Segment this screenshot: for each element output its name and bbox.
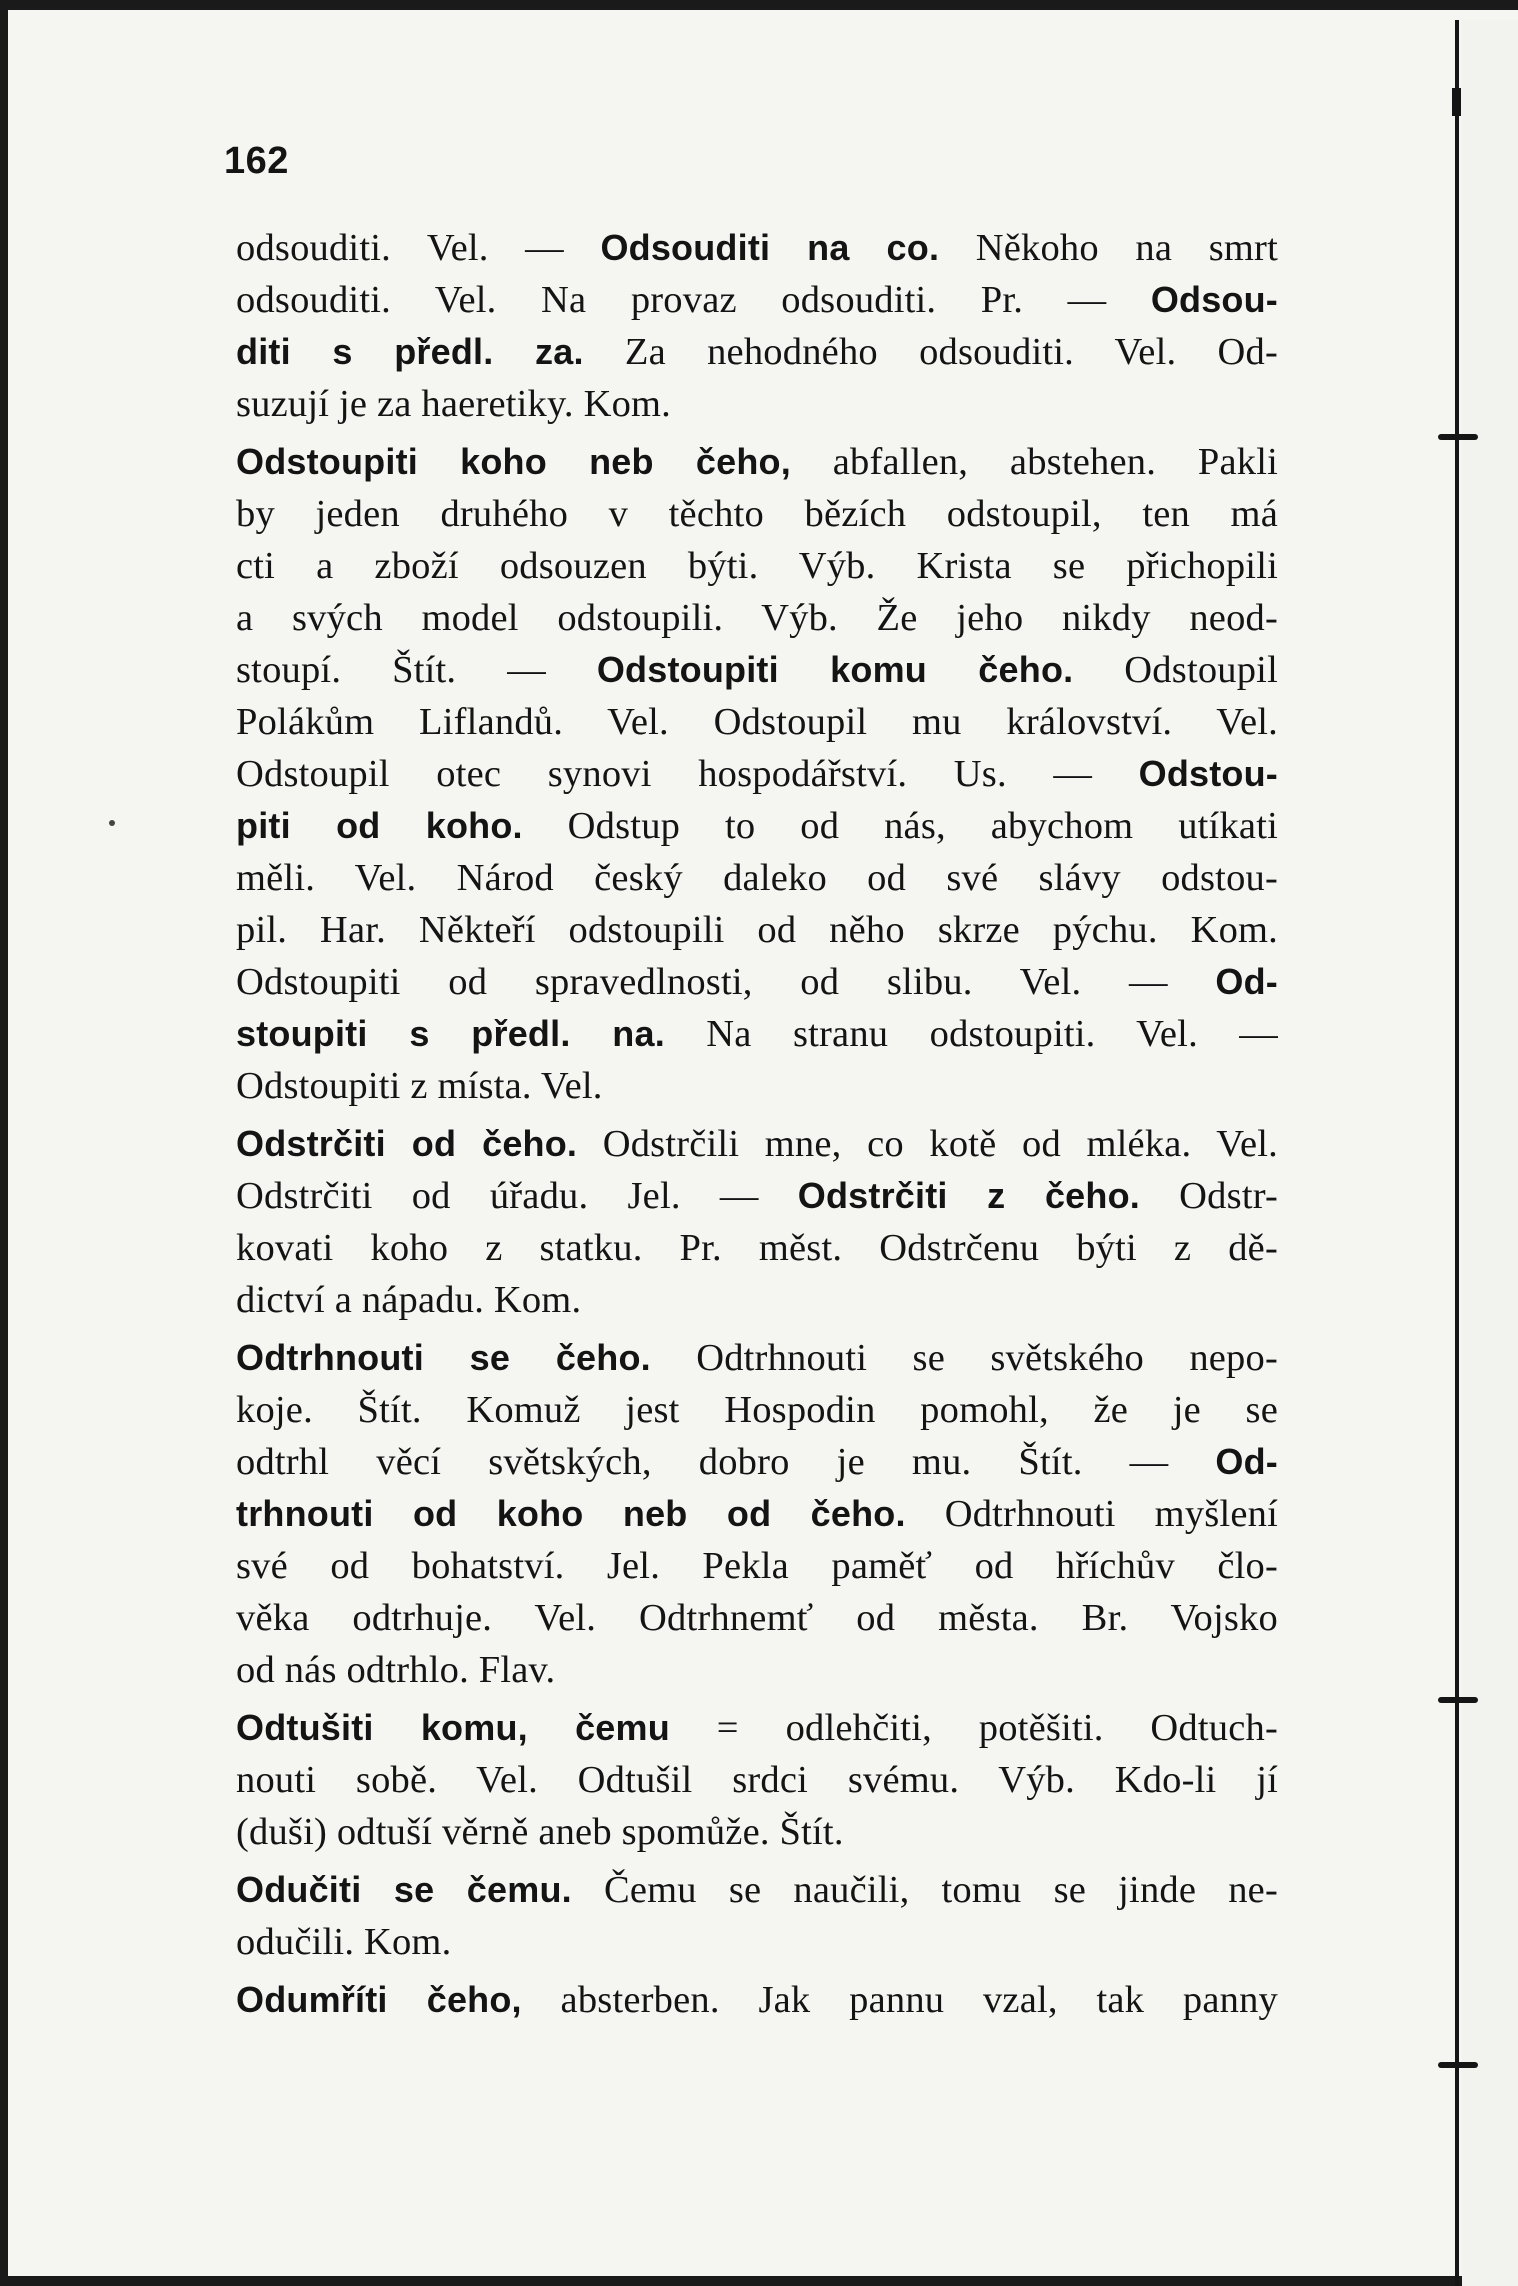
body-text: Odstoupil otec synovi hospodářství. Us. — (236, 753, 1139, 795)
body-text: Čemu se naučili, tomu se jinde ne- (571, 1869, 1278, 1911)
body-text: věka odtrhuje. Vel. Odtrhnemť od města. Br. Vojsko (236, 1597, 1278, 1639)
text-line (236, 748, 1278, 800)
body-text: Za nehodného odsouditi. Vel. Od- (583, 331, 1278, 373)
page-number: 162 (224, 140, 289, 182)
body-text: koje. Štít. Komuž jest Hospodin pomohl, že je se (236, 1389, 1278, 1431)
text-line (236, 1754, 1278, 1806)
text-line (236, 1274, 1278, 1326)
text-line (236, 378, 1278, 430)
binding-mark (1438, 434, 1478, 440)
dictionary-entry (236, 1332, 1278, 1696)
body-text: Odstoupiti od spravedlnosti, od slibu. Vel. — (236, 961, 1216, 1003)
binding-rule (1455, 20, 1459, 2286)
text-line (236, 1540, 1278, 1592)
headword: Odtušiti komu, čemu (236, 1707, 670, 1748)
dictionary-entry (236, 1974, 1278, 2026)
dictionary-entry (236, 1118, 1278, 1326)
dictionary-entry (236, 436, 1278, 1112)
body-text: Odstoupiti z místa. Vel. (236, 1065, 603, 1107)
body-text: absterben. Jak pannu vzal, tak panny (521, 1979, 1278, 2021)
text-line (236, 540, 1278, 592)
headword: Odstoupiti koho neb čeho, (236, 441, 791, 482)
body-text: odtrhl věcí světských, dobro je mu. Štít. — (236, 1441, 1216, 1483)
dictionary-entry (236, 222, 1278, 430)
text-line (236, 1702, 1278, 1754)
adjacent-page-edge (1462, 20, 1518, 2286)
body-text: odsouditi. Vel. — (236, 227, 601, 269)
scan-border-bottom (0, 2276, 1518, 2286)
body-text: kovati koho z statku. Pr. měst. Odstrčenu býti z dě- (236, 1227, 1278, 1269)
body-text: Odstoupil (1073, 649, 1278, 691)
text-line (236, 1592, 1278, 1644)
text-line (236, 1118, 1278, 1170)
body-text: měli. Vel. Národ český daleko od své slávy odstou- (236, 857, 1278, 899)
text-line (236, 488, 1278, 540)
binding-mark (1438, 1697, 1478, 1703)
dictionary-entry (236, 1702, 1278, 1858)
body-text: nouti sobě. Vel. Odtušil srdci svému. Výb. Kdo-li jí (236, 1759, 1278, 1801)
headword: diti s předl. za. (236, 331, 584, 372)
text-line (236, 1806, 1278, 1858)
headword: Odstrčiti z čeho. (797, 1175, 1140, 1216)
headword: Odsouditi na co. (600, 227, 940, 268)
headword: Odstrčiti od čeho. (236, 1123, 578, 1164)
text-line (236, 644, 1278, 696)
body-text: Odtrhnouti myšlení (905, 1493, 1278, 1535)
headword: Odstoupiti komu čeho. (596, 649, 1074, 690)
binding-mark (1438, 2062, 1478, 2068)
text-line (236, 1864, 1278, 1916)
headword: Odumříti čeho, (236, 1979, 522, 2020)
text-line (236, 1916, 1278, 1968)
body-text: suzují je za haeretiky. Kom. (236, 383, 672, 425)
headword: Odučiti se čemu. (236, 1869, 572, 1910)
text-line (236, 1644, 1278, 1696)
text-line (236, 1170, 1278, 1222)
body-text: Na stranu odstoupiti. Vel. — (664, 1013, 1278, 1055)
headword: Od- (1215, 961, 1278, 1002)
scan-speck (109, 820, 115, 826)
headword: Od- (1215, 1441, 1278, 1482)
body-text: Odstrčiti od úřadu. Jel. — (236, 1175, 798, 1217)
body-text: (duši) odtuší věrně aneb spomůže. Štít. (236, 1811, 844, 1853)
text-line (236, 1060, 1278, 1112)
text-line (236, 592, 1278, 644)
body-text: své od bohatství. Jel. Pekla paměť od hříchův člo- (236, 1545, 1278, 1587)
body-text: Odtrhnouti se světského nepo- (650, 1337, 1278, 1379)
body-text: od nás odtrhlo. Flav. (236, 1649, 556, 1691)
body-text: Odstup to od nás, abychom utíkati (522, 805, 1278, 847)
text-line (236, 956, 1278, 1008)
body-text: Odstrčili mne, co kotě od mléka. Vel. (577, 1123, 1278, 1165)
scan-border-left (0, 0, 8, 2286)
body-text: = odlehčiti, potěšiti. Odtuch- (669, 1707, 1278, 1749)
text-line (236, 800, 1278, 852)
headword: piti od koho. (236, 805, 523, 846)
headword: Odsou- (1150, 279, 1278, 320)
body-text: pil. Har. Někteří odstoupili od něho skrze pýchu. Kom. (236, 909, 1278, 951)
dictionary-entry (236, 1864, 1278, 1968)
text-line (236, 436, 1278, 488)
scan-border-top (0, 0, 1518, 10)
text-line (236, 904, 1278, 956)
body-text: stoupí. Štít. — (236, 649, 597, 691)
text-line (236, 274, 1278, 326)
body-text: Někoho na smrt (939, 227, 1278, 269)
body-text: abfallen, abstehen. Pakli (790, 441, 1278, 483)
text-line (236, 1222, 1278, 1274)
dictionary-text (236, 222, 1278, 2026)
text-line (236, 326, 1278, 378)
headword: Odtrhnouti se čeho. (236, 1337, 651, 1378)
body-text: dictví a nápadu. Kom. (236, 1279, 582, 1321)
body-text: odučili. Kom. (236, 1921, 452, 1963)
text-line (236, 1974, 1278, 2026)
binding-tick (1452, 88, 1461, 116)
text-line (236, 222, 1278, 274)
text-line (236, 696, 1278, 748)
text-line (236, 1488, 1278, 1540)
headword: Odstou- (1138, 753, 1278, 794)
text-line (236, 1436, 1278, 1488)
headword: stoupiti s předl. na. (236, 1013, 665, 1054)
body-text: cti a zboží odsouzen býti. Výb. Krista se přichopili (236, 545, 1278, 587)
text-line (236, 1008, 1278, 1060)
text-line (236, 1384, 1278, 1436)
body-text: by jeden druhého v těchto bězích odstoupil, ten má (236, 493, 1278, 535)
body-text: Odstr- (1139, 1175, 1278, 1217)
body-text: Polákům Liflandů. Vel. Odstoupil mu království. Vel. (236, 701, 1278, 743)
text-line (236, 1332, 1278, 1384)
headword: trhnouti od koho neb od čeho. (236, 1493, 906, 1534)
body-text: odsouditi. Vel. Na provaz odsouditi. Pr. — (236, 279, 1151, 321)
text-line (236, 852, 1278, 904)
body-text: a svých model odstoupili. Výb. Že jeho nikdy neod- (236, 597, 1278, 639)
